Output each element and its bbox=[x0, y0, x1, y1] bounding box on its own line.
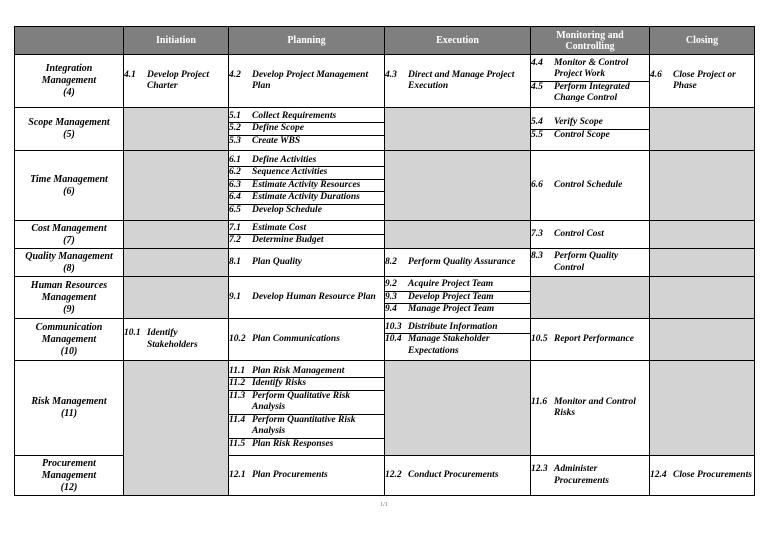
process-cell bbox=[531, 108, 650, 151]
process-number: 5.1 bbox=[229, 110, 241, 121]
process-item bbox=[229, 166, 384, 179]
process-item bbox=[385, 70, 530, 93]
process-name: Develop Project Team bbox=[408, 291, 494, 302]
knowledge-area-row bbox=[15, 361, 755, 456]
empty-cell bbox=[385, 221, 531, 249]
process-number: 8.2 bbox=[385, 256, 397, 267]
process-cell bbox=[531, 221, 650, 249]
process-number: 12.3 bbox=[531, 464, 548, 474]
knowledge-area-label bbox=[15, 319, 124, 361]
process-item bbox=[531, 129, 649, 142]
knowledge-area-row bbox=[15, 277, 755, 319]
process-name: Report Performance bbox=[554, 333, 634, 344]
process-number: 7.2 bbox=[229, 235, 241, 245]
process-cell bbox=[229, 55, 385, 108]
empty-cell bbox=[650, 249, 755, 277]
process-name: Close Project or Phase bbox=[673, 69, 736, 91]
process-item bbox=[531, 464, 649, 487]
process-item bbox=[229, 70, 384, 93]
empty-cell bbox=[650, 319, 755, 361]
process-name: Determine Budget bbox=[252, 235, 324, 245]
phase-header: Closing bbox=[650, 27, 755, 55]
process-number: 5.4 bbox=[531, 117, 543, 127]
phase-header: Monitoring and Controlling bbox=[531, 27, 650, 55]
process-name: Estimate Activity Resources bbox=[252, 179, 361, 190]
empty-cell bbox=[124, 221, 229, 249]
process-name: Identify Risks bbox=[252, 378, 307, 389]
process-item bbox=[229, 390, 384, 414]
process-item bbox=[229, 111, 384, 123]
process-cell bbox=[229, 221, 385, 249]
process-item bbox=[531, 229, 649, 241]
knowledge-area-line: (6) bbox=[63, 185, 75, 197]
process-number: 12.1 bbox=[229, 469, 246, 480]
process-number: 6.1 bbox=[229, 154, 241, 165]
process-number: 8.3 bbox=[531, 251, 543, 261]
process-number: 11.4 bbox=[229, 414, 246, 425]
knowledge-area-label bbox=[15, 221, 124, 249]
knowledge-area-line: Time Management bbox=[30, 173, 108, 185]
process-name: Plan Risk Management bbox=[252, 365, 345, 376]
process-item bbox=[531, 58, 649, 81]
empty-cell bbox=[650, 151, 755, 221]
process-item bbox=[531, 81, 649, 105]
process-item bbox=[385, 279, 530, 291]
knowledge-area-label bbox=[15, 151, 124, 221]
process-item bbox=[385, 470, 530, 482]
process-name: Develop Human Resource Plan bbox=[252, 291, 376, 302]
process-cell bbox=[385, 249, 531, 277]
empty-cell bbox=[385, 361, 531, 456]
empty-cell bbox=[531, 277, 650, 319]
process-item bbox=[229, 414, 384, 438]
process-number: 7.1 bbox=[229, 222, 241, 233]
knowledge-area-line: (12) bbox=[60, 481, 78, 493]
knowledge-area-line: (4) bbox=[63, 87, 75, 98]
process-name: Perform Quality Control bbox=[554, 251, 619, 273]
knowledge-area-label bbox=[15, 277, 124, 319]
process-name: Perform Quality Assurance bbox=[408, 256, 516, 267]
phase-header: Execution bbox=[385, 27, 531, 55]
process-item bbox=[531, 117, 649, 129]
process-item bbox=[229, 122, 384, 135]
knowledge-area-line: Human Resources bbox=[30, 279, 108, 291]
knowledge-area-line: Management bbox=[41, 333, 97, 345]
process-number: 10.1 bbox=[124, 328, 141, 338]
knowledge-area-line: (5) bbox=[63, 129, 75, 140]
process-name: Monitor and Control Risks bbox=[554, 396, 636, 418]
process-number: 11.6 bbox=[531, 396, 548, 407]
process-name: Manage Stakeholder Expectations bbox=[408, 334, 490, 356]
process-number: 5.5 bbox=[531, 129, 543, 140]
process-item bbox=[124, 328, 228, 351]
phase-header: Planning bbox=[229, 27, 385, 55]
knowledge-area-line: Scope Management bbox=[28, 117, 110, 128]
knowledge-area-row bbox=[15, 249, 755, 277]
page-number: 1/1 bbox=[380, 502, 388, 508]
process-name: Plan Procurements bbox=[252, 469, 328, 480]
process-name: Control Scope bbox=[554, 129, 610, 140]
process-name: Create WBS bbox=[252, 135, 301, 146]
process-number: 7.3 bbox=[531, 228, 543, 239]
process-name: Conduct Procurements bbox=[408, 469, 499, 480]
knowledge-area-line: Risk Management bbox=[31, 396, 107, 407]
empty-cell bbox=[124, 277, 229, 319]
process-item bbox=[229, 438, 384, 451]
process-name: Verify Scope bbox=[554, 117, 603, 127]
process-name: Control Cost bbox=[554, 228, 604, 239]
process-cell bbox=[385, 456, 531, 496]
process-cell bbox=[124, 55, 229, 108]
knowledge-area-line: (11) bbox=[60, 408, 78, 419]
process-name: Develop Project Charter bbox=[147, 69, 209, 91]
process-name: Direct and Manage Project Execution bbox=[408, 69, 515, 91]
process-number: 9.2 bbox=[385, 279, 397, 290]
process-cell bbox=[385, 319, 531, 361]
process-item bbox=[229, 292, 384, 304]
process-number: 9.1 bbox=[229, 291, 241, 302]
knowledge-area-line: Integration bbox=[45, 63, 93, 74]
process-name: Perform Integrated Change Control bbox=[554, 81, 630, 103]
knowledge-area-label bbox=[15, 361, 124, 456]
process-item bbox=[229, 179, 384, 192]
process-number: 8.1 bbox=[229, 256, 241, 267]
process-cell bbox=[650, 456, 755, 496]
process-name: Sequence Activities bbox=[252, 167, 328, 178]
process-number: 10.4 bbox=[385, 334, 402, 345]
process-name: Plan Quality bbox=[252, 256, 302, 267]
process-name: Distribute Information bbox=[408, 321, 498, 332]
process-name: Identify Stakeholders bbox=[147, 328, 198, 350]
process-name: Administer Procurements bbox=[554, 464, 609, 486]
process-name: Estimate Cost bbox=[252, 222, 307, 233]
process-number: 11.2 bbox=[229, 378, 246, 389]
process-number: 12.2 bbox=[385, 469, 402, 480]
process-number: 4.6 bbox=[650, 69, 662, 80]
process-number: 4.2 bbox=[229, 69, 241, 80]
process-item bbox=[531, 397, 649, 420]
process-name: Monitor & Control Project Work bbox=[554, 57, 629, 79]
process-item bbox=[385, 333, 530, 357]
process-number: 10.2 bbox=[229, 333, 246, 344]
knowledge-area-row bbox=[15, 108, 755, 151]
process-item bbox=[229, 155, 384, 167]
process-name: Manage Project Team bbox=[408, 304, 495, 315]
process-number: 12.4 bbox=[650, 469, 667, 480]
knowledge-area-line: (10) bbox=[60, 345, 78, 357]
process-name: Acquire Project Team bbox=[408, 279, 494, 290]
process-item bbox=[650, 70, 754, 93]
process-number: 4.1 bbox=[124, 69, 136, 80]
process-item bbox=[229, 204, 384, 217]
process-cell bbox=[385, 277, 531, 319]
process-item bbox=[124, 70, 228, 93]
process-matrix-table bbox=[14, 26, 755, 496]
knowledge-area-line: Cost Management bbox=[31, 222, 107, 234]
process-number: 6.6 bbox=[531, 179, 543, 190]
process-number: 11.5 bbox=[229, 438, 246, 449]
process-item bbox=[385, 303, 530, 316]
knowledge-area-row bbox=[15, 151, 755, 221]
knowledge-area-label bbox=[15, 55, 124, 108]
process-cell bbox=[531, 249, 650, 277]
process-item bbox=[531, 251, 649, 274]
knowledge-area-line: Management bbox=[41, 75, 97, 86]
process-item bbox=[229, 257, 384, 269]
process-name: Collect Requirements bbox=[252, 110, 337, 121]
process-name: Close Procurements bbox=[673, 469, 752, 480]
header-row bbox=[15, 27, 755, 55]
process-name: Develop Project Management Plan bbox=[252, 69, 369, 91]
process-number: 4.5 bbox=[531, 81, 543, 92]
process-cell bbox=[531, 456, 650, 496]
process-item bbox=[229, 470, 384, 482]
process-cell bbox=[229, 456, 385, 496]
knowledge-area-line: Procurement bbox=[42, 457, 96, 469]
process-item bbox=[531, 334, 649, 346]
empty-cell bbox=[385, 108, 531, 151]
knowledge-area-line: Management bbox=[41, 469, 97, 481]
knowledge-area-line: (7) bbox=[63, 234, 75, 246]
process-cell bbox=[531, 319, 650, 361]
process-number: 4.3 bbox=[385, 69, 397, 80]
process-number: 4.4 bbox=[531, 57, 543, 68]
empty-cell bbox=[124, 108, 229, 151]
process-item bbox=[229, 135, 384, 148]
process-number: 6.3 bbox=[229, 179, 241, 190]
process-name: Define Scope bbox=[252, 123, 304, 134]
process-cell bbox=[229, 108, 385, 151]
empty-cell bbox=[124, 249, 229, 277]
empty-cell bbox=[124, 151, 229, 221]
process-item bbox=[385, 291, 530, 304]
process-name: Perform Qualitative Risk Analysis bbox=[252, 390, 351, 413]
process-item bbox=[229, 223, 384, 235]
knowledge-area-label bbox=[15, 108, 124, 151]
process-item bbox=[229, 191, 384, 204]
process-item bbox=[229, 366, 384, 378]
process-name: Plan Communications bbox=[252, 333, 340, 344]
process-cell bbox=[531, 55, 650, 108]
process-item bbox=[229, 377, 384, 390]
process-item bbox=[385, 257, 530, 269]
process-name: Control Schedule bbox=[554, 179, 623, 190]
knowledge-area-line: Management bbox=[41, 291, 97, 303]
process-cell bbox=[531, 151, 650, 221]
knowledge-area-line: Quality Management bbox=[25, 250, 113, 262]
process-name: Perform Quantitative Risk Analysis bbox=[252, 414, 356, 437]
process-name: Plan Risk Responses bbox=[252, 438, 334, 449]
process-number: 6.4 bbox=[229, 192, 241, 203]
empty-cell bbox=[650, 361, 755, 456]
knowledge-area-line: Communication bbox=[35, 321, 103, 333]
process-item bbox=[385, 322, 530, 334]
knowledge-area-row bbox=[15, 221, 755, 249]
process-number: 9.4 bbox=[385, 304, 397, 315]
process-cell bbox=[385, 55, 531, 108]
knowledge-area-row bbox=[15, 319, 755, 361]
process-number: 6.2 bbox=[229, 167, 241, 178]
process-item bbox=[229, 234, 384, 247]
process-number: 11.3 bbox=[229, 390, 246, 401]
process-number: 5.2 bbox=[229, 123, 241, 134]
process-name: Estimate Activity Durations bbox=[252, 192, 360, 203]
empty-cell bbox=[650, 221, 755, 249]
process-cell bbox=[229, 319, 385, 361]
process-cell bbox=[229, 277, 385, 319]
process-name: Develop Schedule bbox=[252, 204, 322, 215]
empty-cell bbox=[650, 108, 755, 151]
process-item bbox=[650, 470, 754, 482]
process-number: 6.5 bbox=[229, 204, 241, 215]
process-number: 9.3 bbox=[385, 291, 397, 302]
process-cell bbox=[229, 361, 385, 456]
knowledge-area-row bbox=[15, 55, 755, 108]
knowledge-area-line: (8) bbox=[63, 262, 75, 274]
process-cell bbox=[229, 151, 385, 221]
process-name: Define Activities bbox=[252, 154, 317, 165]
knowledge-area-label bbox=[15, 249, 124, 277]
empty-cell bbox=[124, 361, 229, 496]
process-item bbox=[229, 334, 384, 346]
process-number: 10.3 bbox=[385, 321, 402, 332]
process-cell bbox=[650, 55, 755, 108]
process-number: 10.5 bbox=[531, 333, 548, 344]
phase-header: Initiation bbox=[124, 27, 229, 55]
process-number: 11.1 bbox=[229, 365, 246, 376]
process-item bbox=[531, 180, 649, 192]
knowledge-area-label bbox=[15, 456, 124, 496]
empty-cell bbox=[650, 277, 755, 319]
process-cell bbox=[124, 319, 229, 361]
process-cell bbox=[229, 249, 385, 277]
header-corner bbox=[15, 27, 124, 55]
knowledge-area-line: (9) bbox=[63, 303, 75, 315]
process-cell bbox=[531, 361, 650, 456]
empty-cell bbox=[385, 151, 531, 221]
process-number: 5.3 bbox=[229, 135, 241, 146]
